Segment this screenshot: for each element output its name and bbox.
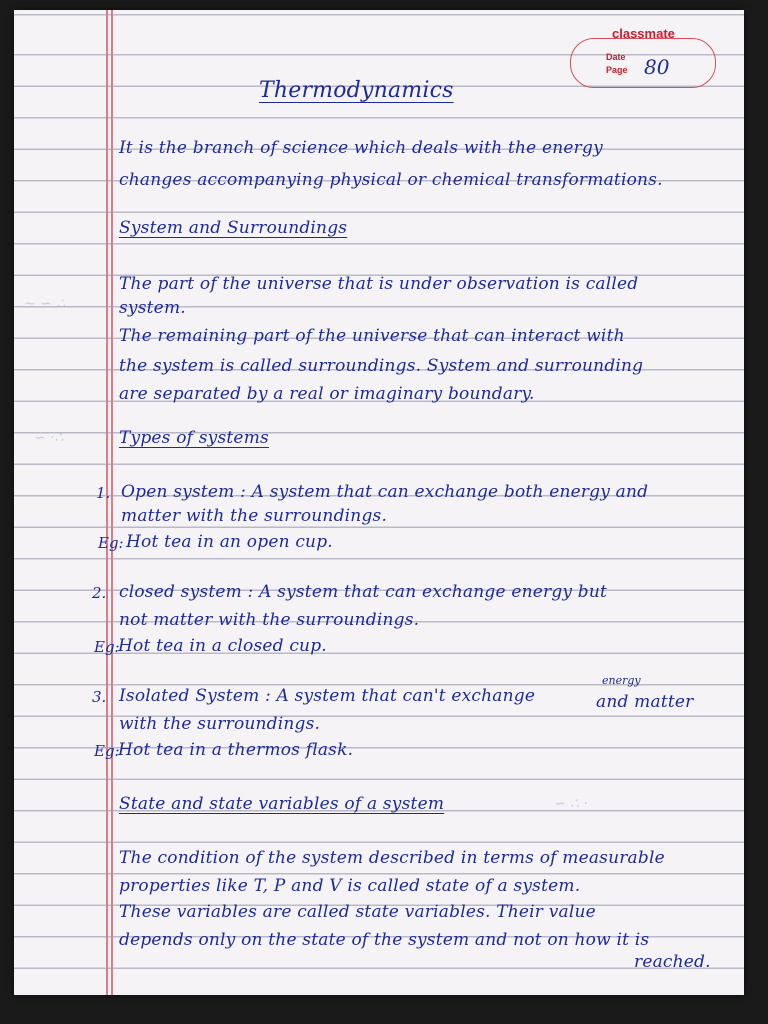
text-line: and matter <box>596 692 694 712</box>
ink-bleed: ∽ ∴ · <box>554 796 588 812</box>
eg-label: Eg: <box>98 534 124 552</box>
text-line: Hot tea in a closed cup. <box>118 636 327 656</box>
text-line: It is the branch of science which deals with the energy <box>119 138 603 158</box>
text-line: are separated by a real or imaginary boundary. <box>119 384 535 404</box>
eg-label: Eg: <box>94 742 120 760</box>
text-line: depends only on the state of the system and not on how it is <box>119 930 650 950</box>
text-line: Hot tea in an open cup. <box>126 532 333 552</box>
list-number: 2. <box>92 584 107 602</box>
text-line: properties like T, P and V is called state of a system. <box>119 876 581 896</box>
section-heading: System and Surroundings <box>119 218 348 238</box>
section-heading: Types of systems <box>119 428 269 448</box>
text-line: system. <box>119 298 186 318</box>
page-title: Thermodynamics <box>259 78 454 103</box>
text-line: Hot tea in a thermos flask. <box>118 740 354 760</box>
text-line: Isolated System : A system that can't exchange <box>119 686 536 706</box>
list-number: 3. <box>92 688 107 706</box>
text-line: The part of the universe that is under observation is called <box>119 274 639 294</box>
text-line: the system is called surroundings. System and surrounding <box>119 356 644 376</box>
text-line: The remaining part of the universe that can interact with <box>119 326 625 346</box>
ink-bleed: ∽ ·∴ <box>34 430 64 446</box>
list-number: 1. <box>96 484 111 502</box>
text-line: These variables are called state variables. Their value <box>119 902 596 922</box>
page-label: Page <box>606 65 628 75</box>
inserted-word: energy <box>602 674 641 687</box>
brand-box <box>570 38 716 88</box>
margin-line <box>111 10 113 995</box>
text-line: not matter with the surroundings. <box>119 610 420 630</box>
text-line: changes accompanying physical or chemical transformations. <box>119 170 663 190</box>
notebook-page <box>14 10 744 995</box>
text-line: reached. <box>634 952 711 972</box>
text-line: closed system : A system that can exchange energy but <box>119 582 608 602</box>
ink-bleed: ~ ∽ ∴ <box>24 296 66 312</box>
text-line: Open system : A system that can exchange both energy and <box>121 482 649 502</box>
margin-line <box>106 10 108 995</box>
text-line: with the surroundings. <box>119 714 321 734</box>
brand-name: classmate <box>612 26 675 41</box>
page-number: 80 <box>644 55 670 79</box>
text-line: The condition of the system described in terms of measurable <box>119 848 665 868</box>
eg-label: Eg: <box>94 638 120 656</box>
date-label: Date <box>606 52 626 62</box>
section-heading: State and state variables of a system <box>119 794 445 814</box>
text-line: matter with the surroundings. <box>121 506 388 526</box>
